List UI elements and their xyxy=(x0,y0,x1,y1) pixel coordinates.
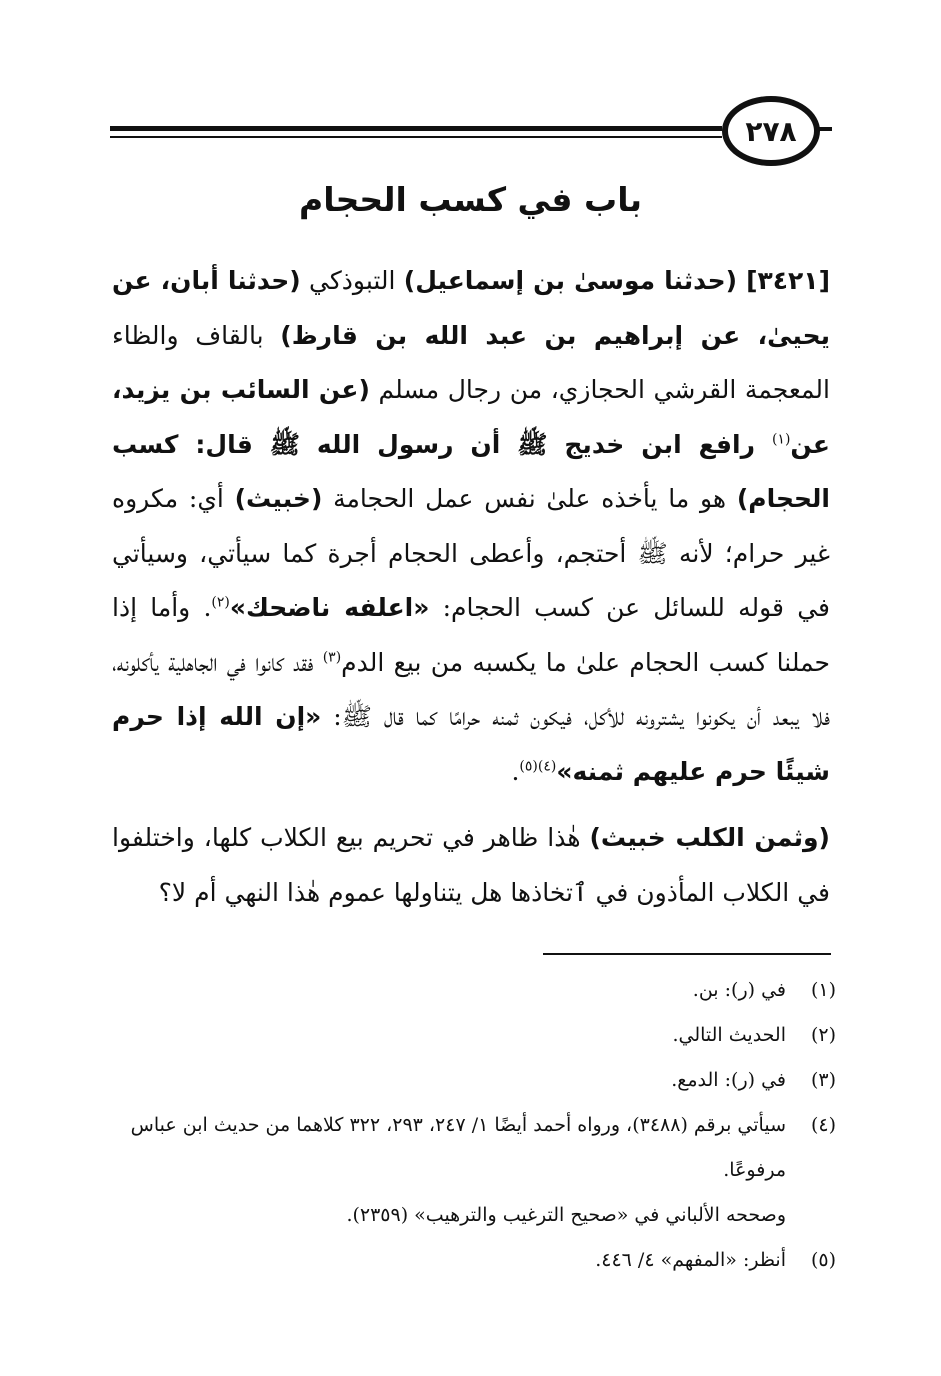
hadith-number-and-narrator: [٣٤٢١] (حدثنا موسىٰ بن إسماعيل) xyxy=(403,266,830,295)
hadith-chain: (حدثنا أبان، عن يحيىٰ، عن إبراهيم بن عبد الله بن قارظ) xyxy=(112,266,830,350)
hadith-chain: (عن السائب بن يزيد، عن xyxy=(112,375,830,459)
commentary-text: هٰذا ظاهر في تحريم بيع الكلاب كلها، واختلفوا في الكلاب المأذون في ٱتخاذها هل يتناولها عموم هٰذا النهي أم لا؟ xyxy=(112,823,830,907)
footnote-marker[interactable]: (٣) xyxy=(322,649,342,666)
quoted-hadith: «اعلفه ناضحك» xyxy=(229,593,430,622)
footnote-text: الحديث التالي. xyxy=(672,1024,786,1046)
footnote-marker[interactable]: (٢) xyxy=(211,594,230,611)
footnote-number: (٥) xyxy=(810,1249,836,1271)
body-text xyxy=(112,254,830,920)
footnote-number: (٢) xyxy=(810,1024,836,1046)
footnote-text: في (ر): الدمع. xyxy=(671,1069,786,1091)
footnote-text: في (ر): بن. xyxy=(692,979,786,1001)
footnote-number: (١) xyxy=(810,979,836,1001)
footnote-continuation: وصححه الألباني في «صحيح الترغيب والترهيب» (٢٣٥٩). xyxy=(346,1204,786,1226)
paragraph-1 xyxy=(112,254,830,799)
header-rule-lower xyxy=(110,136,722,138)
footnote-item xyxy=(112,1238,836,1283)
footnote-text: أنظر: «المفهم» ٤/ ٤٤٦. xyxy=(595,1249,786,1271)
commentary-text: هو ما يأخذه علىٰ نفس عمل الحجامة xyxy=(322,484,737,513)
commentary-text: التبوذكي xyxy=(300,266,404,295)
paragraph-2 xyxy=(112,811,830,920)
page-number-badge xyxy=(722,96,820,166)
footnote-item xyxy=(112,1058,836,1103)
footnote-item xyxy=(112,1013,836,1058)
footnote-separator xyxy=(543,953,831,955)
hadith-text: (وثمن الكلب خبيث) xyxy=(589,823,830,852)
hadith-text: (خبيث) xyxy=(234,484,323,513)
page-number: ٢٧٨ xyxy=(745,114,797,148)
commentary-text: أي: مكروه غير حرام؛ لأنه ﷺ أحتجم، وأعطى الحجام أجرة كما سيأتي، وسيأتي في قوله للسائل عن كسب الحجام: xyxy=(112,484,830,622)
footnote-item xyxy=(112,968,836,1013)
page-header xyxy=(0,0,941,170)
footnote-marker[interactable]: (١) xyxy=(771,431,791,448)
commentary-text: بالقاف والظاء المعجمة القرشي الحجازي، من رجال مسلم xyxy=(112,320,830,404)
header-rule-upper xyxy=(110,126,722,131)
commentary-text: فقد كانوا في الجاهلية يأكلونه، فلا يبعد أن يكونوا يشترونه للأكل، فيكون ثمنه حرامًا كما قال ﷺ: xyxy=(112,647,830,731)
footnote-number: (٤) xyxy=(810,1114,836,1136)
chapter-title: باب في كسب الحجام xyxy=(299,180,642,219)
footnote-item xyxy=(112,1103,836,1193)
commentary-text: . xyxy=(511,756,520,786)
footnotes xyxy=(112,968,836,1283)
hadith-text: رافع ابن خديج ﷺ أن رسول الله ﷺ قال: كسب الحجام) xyxy=(112,429,830,513)
footnote-text: سيأتي برقم (٣٤٨٨)، ورواه أحمد أيضًا ١/ ٢٤٧، ٢٩٣، ٣٢٢ كلاهما من حديث ابن عباس مرفوعًا. xyxy=(130,1114,786,1181)
header-rule-tail xyxy=(818,127,832,131)
quoted-hadith: «إن الله إذا حرم شيئًا حرم عليهم ثمنه» xyxy=(112,702,830,786)
footnote-number: (٣) xyxy=(810,1069,836,1091)
commentary-text: . وأما إذا حملنا كسب الحجام علىٰ ما يكسبه من بيع الدم xyxy=(112,593,830,677)
footnote-marker[interactable]: (٤)(٥) xyxy=(519,758,557,775)
